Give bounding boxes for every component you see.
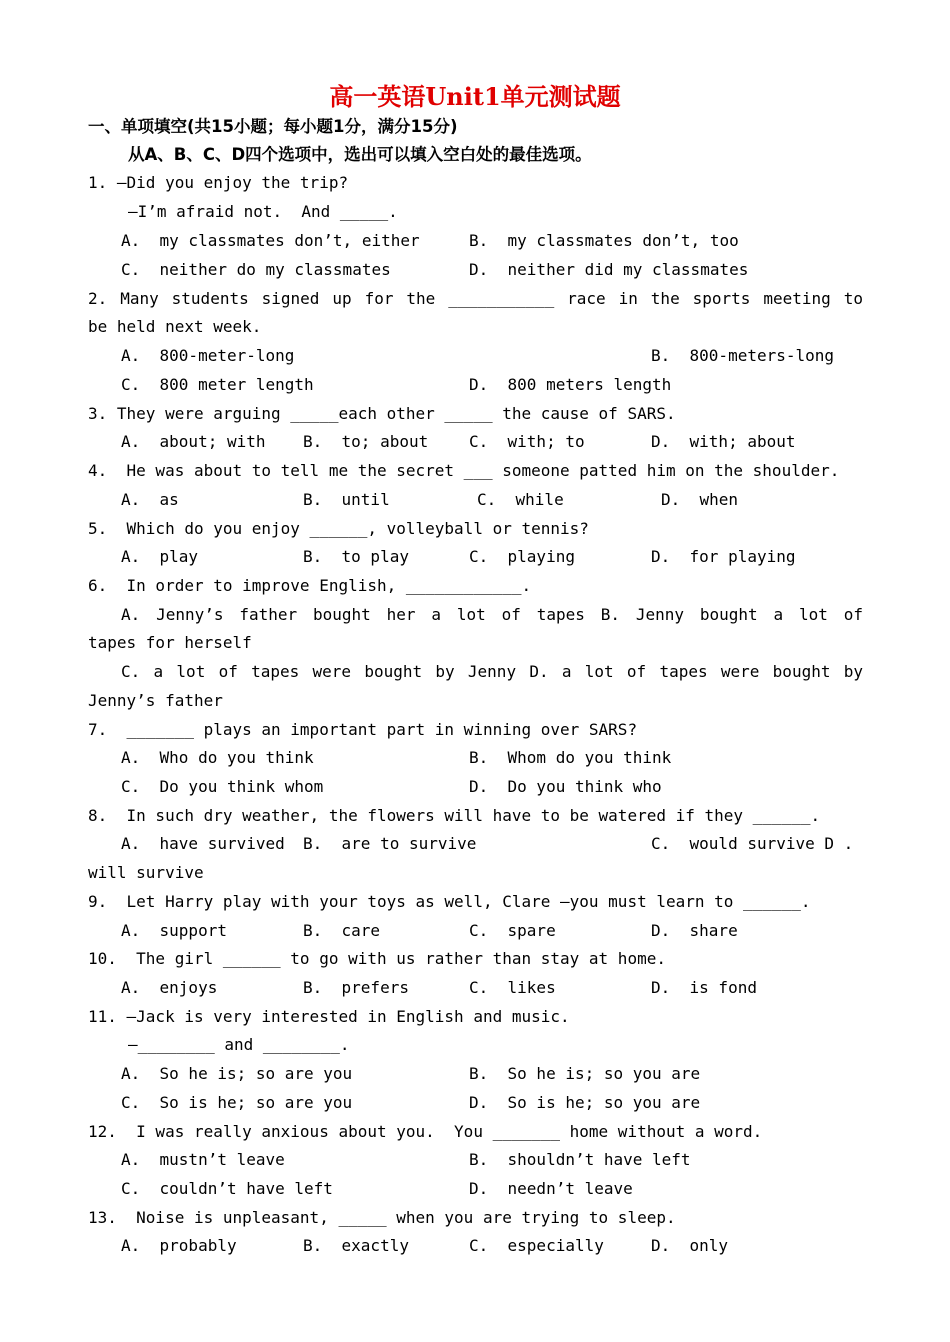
word: bought <box>772 662 831 681</box>
question-10-option-c: C. likes <box>469 978 556 997</box>
word: lot <box>584 662 614 681</box>
word: for <box>364 289 394 308</box>
question-9-option-a: A. support <box>121 921 227 940</box>
word: sports <box>692 289 751 308</box>
word: of <box>626 662 647 681</box>
question-6-options-cd-cont: Jenny’s father <box>88 691 223 710</box>
question-7-stem: 7. _______ plays an important part in winning over SARS? <box>88 720 638 739</box>
question-11-stem: 11. —Jack is very interested in English and music. <box>88 1007 570 1026</box>
word: C. <box>121 662 141 681</box>
question-11-option-a: A. So he is; so are you <box>121 1064 353 1083</box>
word: Jenny <box>635 605 685 624</box>
word: meeting <box>763 289 831 308</box>
word: A. <box>121 605 141 624</box>
question-8-option-c: C. would survive D . <box>651 834 854 853</box>
page-title: 高一英语Unit1单元测试题 <box>329 82 621 111</box>
question-12-option-a: A. mustn’t leave <box>121 1150 285 1169</box>
word: bought <box>364 662 423 681</box>
word: were <box>720 662 760 681</box>
word: Jenny <box>467 662 517 681</box>
question-5-option-a: A. play <box>121 547 199 566</box>
word: a <box>153 662 164 681</box>
question-2-stem <box>88 285 863 313</box>
word: Jenny’s <box>156 605 224 624</box>
word: her <box>386 605 416 624</box>
question-5-option-d: D. for playing <box>651 547 796 566</box>
question-1-option-a: A. my classmates don’t, either <box>121 231 420 250</box>
question-6-stem: 6. In order to improve English, ____________. <box>88 576 532 595</box>
question-4-option-d: D. when <box>661 490 739 509</box>
word: bought <box>699 605 758 624</box>
question-7-option-d: D. Do you think who <box>469 777 662 796</box>
question-11-option-d: D. So is he; so you are <box>469 1093 701 1112</box>
question-10-option-d: D. is fond <box>651 978 757 997</box>
word: lot <box>176 662 206 681</box>
word: tapes <box>536 605 585 624</box>
question-13-option-b: B. exactly <box>303 1236 409 1255</box>
question-5-stem: 5. Which do you enjoy ______, volleyball or tennis? <box>88 519 589 538</box>
word: 2. <box>88 289 108 308</box>
question-13-option-a: A. probably <box>121 1236 237 1255</box>
question-1-option-c: C. neither do my classmates <box>121 260 391 279</box>
word: lot <box>798 605 828 624</box>
question-10-option-b: B. prefers <box>303 978 409 997</box>
word: to <box>843 289 863 308</box>
question-12-option-c: C. couldn’t have left <box>121 1179 333 1198</box>
question-8-option-d: will survive <box>88 863 204 882</box>
question-4-option-a: A. as <box>121 490 179 509</box>
word: of <box>843 605 863 624</box>
question-8-stem: 8. In such dry weather, the flowers will have to be watered if they ______. <box>88 806 821 825</box>
question-9-option-d: D. share <box>651 921 738 940</box>
word: by <box>843 662 863 681</box>
word: by <box>435 662 455 681</box>
question-11-option-b: B. So he is; so you are <box>469 1064 701 1083</box>
question-3-option-b: B. to; about <box>303 432 429 451</box>
word: tapes <box>659 662 708 681</box>
question-1-option-b: B. my classmates don’t, too <box>469 231 739 250</box>
word: bought <box>313 605 371 624</box>
question-13-stem: 13. Noise is unpleasant, _____ when you are trying to sleep. <box>88 1208 676 1227</box>
word: were <box>312 662 352 681</box>
question-7-option-c: C. Do you think whom <box>121 777 324 796</box>
question-5-option-b: B. to play <box>303 547 409 566</box>
word: in <box>618 289 638 308</box>
word: a <box>561 662 572 681</box>
question-10-option-a: A. enjoys <box>121 978 218 997</box>
question-2-stem-cont: be held next week. <box>88 317 262 336</box>
question-12-option-d: D. needn’t leave <box>469 1179 633 1198</box>
word: up <box>332 289 352 308</box>
question-9-option-c: C. spare <box>469 921 556 940</box>
section-heading: 一、单项填空(共15小题；每小题1分，满分15分) <box>88 117 458 136</box>
word: father <box>239 605 298 624</box>
instruction-text: 从A、B、C、D四个选项中，选出可以填入空白处的最佳选项。 <box>128 145 592 164</box>
question-1-option-d: D. neither did my classmates <box>469 260 749 279</box>
word: the <box>406 289 436 308</box>
question-2-option-d: D. 800 meters length <box>469 375 672 394</box>
question-3-stem: 3. They were arguing _____each other _____ the cause of SARS. <box>88 404 676 423</box>
word: a <box>431 605 442 624</box>
question-5-option-c: C. playing <box>469 547 575 566</box>
question-10-stem: 10. The girl ______ to go with us rather than stay at home. <box>88 949 666 968</box>
question-4-option-b: B. until <box>303 490 390 509</box>
word: the <box>650 289 680 308</box>
question-11-option-c: C. So is he; so are you <box>121 1093 353 1112</box>
question-9-stem: 9. Let Harry play with your toys as well, Clare —you must learn to ______. <box>88 892 811 911</box>
question-4-option-c: C. while <box>477 490 564 509</box>
word: D. <box>529 662 549 681</box>
question-3-option-a: A. about; with <box>121 432 266 451</box>
word: Many <box>120 289 159 308</box>
word: lot <box>456 605 486 624</box>
word: B. <box>600 605 621 624</box>
question-2-option-c: C. 800 meter length <box>121 375 314 394</box>
question-9-option-b: B. care <box>303 921 381 940</box>
question-11-reply: —________ and ________. <box>128 1035 350 1054</box>
word: students <box>171 289 249 308</box>
question-2-option-a: A. 800-meter-long <box>121 346 295 365</box>
question-1-stem: 1. —Did you enjoy the trip? <box>88 173 349 192</box>
question-7-option-b: B. Whom do you think <box>469 748 672 767</box>
question-7-option-a: A. Who do you think <box>121 748 314 767</box>
word: tapes <box>251 662 300 681</box>
question-6-options-ab <box>121 601 863 629</box>
question-12-stem: 12. I was really anxious about you. You _______ home without a word. <box>88 1122 763 1141</box>
question-1-reply: —I’m afraid not. And _____. <box>128 202 398 221</box>
question-8-option-b: B. are to survive <box>303 834 477 853</box>
question-2-option-b: B. 800-meters-long <box>651 346 835 365</box>
word: signed <box>261 289 320 308</box>
question-13-option-c: C. especially <box>469 1236 604 1255</box>
question-6-options-cd <box>121 658 863 686</box>
word: of <box>501 605 521 624</box>
word: of <box>218 662 238 681</box>
question-8-option-a: A. have survived <box>121 834 285 853</box>
question-3-option-d: D. with; about <box>651 432 796 451</box>
question-12-option-b: B. shouldn’t have left <box>469 1150 691 1169</box>
question-13-option-d: D. only <box>651 1236 729 1255</box>
word: ___________ <box>448 289 555 308</box>
question-6-options-ab-cont: tapes for herself <box>88 633 252 652</box>
question-3-option-c: C. with; to <box>469 432 585 451</box>
word: race <box>567 289 606 308</box>
word: a <box>773 605 784 624</box>
question-4-stem: 4. He was about to tell me the secret ___ someone patted him on the shoulder. <box>88 461 840 480</box>
